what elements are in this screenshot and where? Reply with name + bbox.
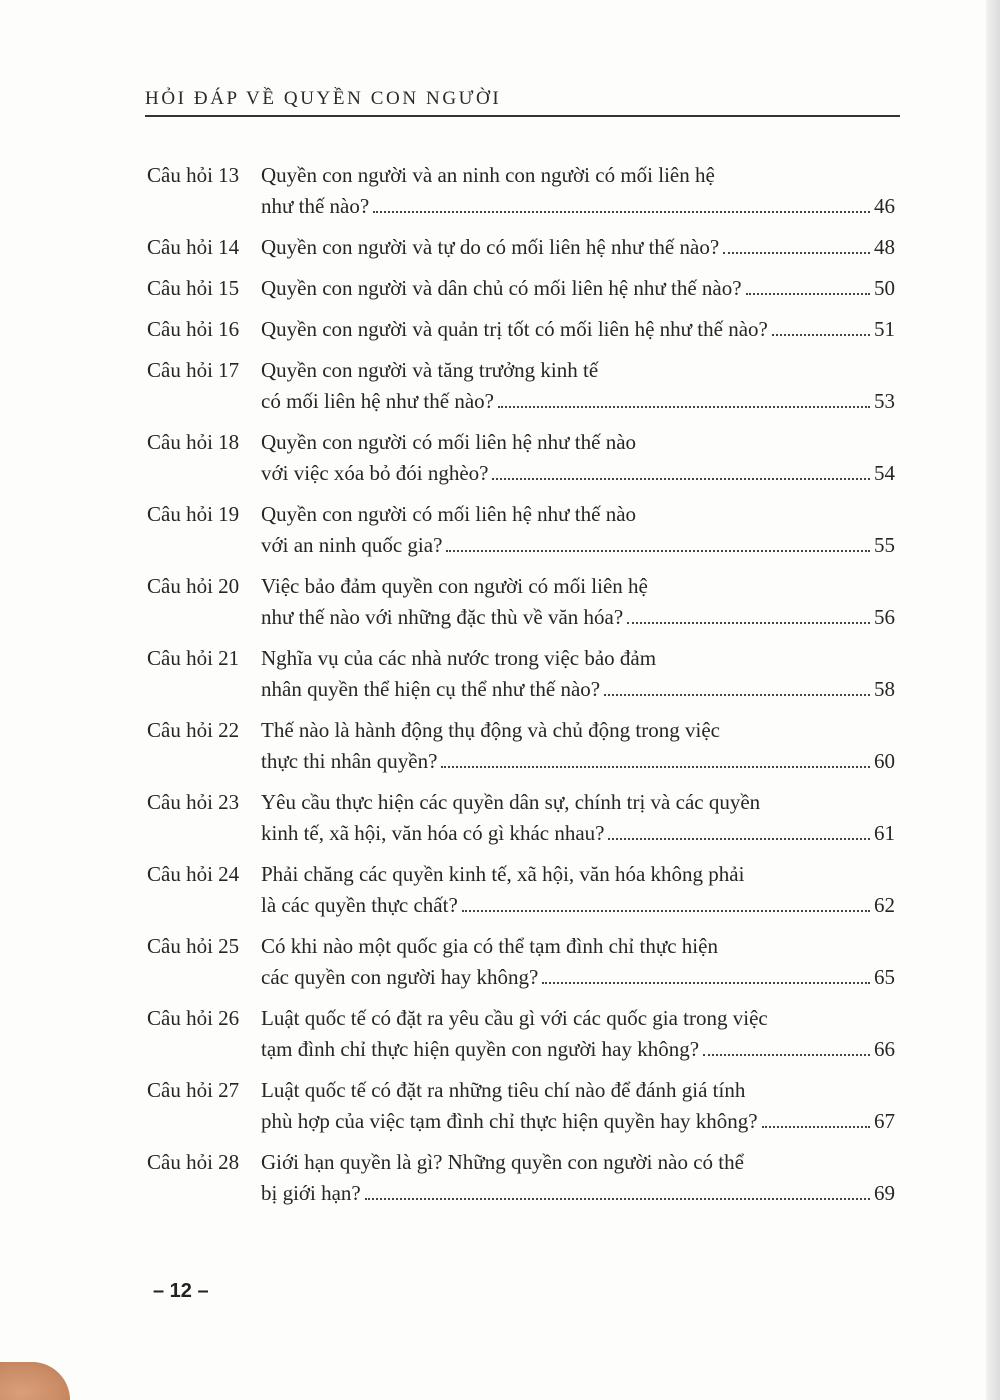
page-reference: 67 <box>874 1109 895 1133</box>
dot-leader <box>441 766 870 768</box>
question-title-line: Luật quốc tế có đặt ra yêu cầu gì với các quốc gia trong việc <box>261 1006 768 1030</box>
question-body <box>261 1075 895 1137</box>
question-body <box>261 427 895 489</box>
question-body <box>261 499 895 561</box>
dot-leader <box>762 1126 870 1128</box>
page-reference: 51 <box>874 317 895 341</box>
toc-entry <box>147 499 895 561</box>
question-number: Câu hỏi 28 <box>147 1150 240 1174</box>
toc-entry <box>147 160 895 222</box>
question-body <box>261 715 895 777</box>
question-body <box>261 160 895 222</box>
page-reference: 61 <box>874 821 895 845</box>
dot-leader <box>498 406 870 408</box>
question-title-last-line <box>261 602 895 633</box>
dot-leader <box>604 694 870 696</box>
question-title-last-line <box>261 746 895 777</box>
question-title-text: Quyền con người và quản trị tốt có mối liên hệ như thế nào? <box>261 317 768 341</box>
question-number: Câu hỏi 27 <box>147 1078 240 1102</box>
question-number: Câu hỏi 24 <box>147 862 240 886</box>
question-number: Câu hỏi 13 <box>147 163 240 187</box>
question-title-last-line <box>261 1034 895 1065</box>
toc-entry <box>147 314 895 345</box>
page-edge-shadow <box>986 0 1000 1400</box>
page-reference: 54 <box>874 461 895 485</box>
question-title-line: Phải chăng các quyền kinh tế, xã hội, văn hóa không phải <box>261 862 745 886</box>
toc-entry <box>147 643 895 705</box>
question-body <box>261 571 895 633</box>
question-title-last-line <box>261 1106 895 1137</box>
dot-leader <box>746 293 870 295</box>
question-number: Câu hỏi 21 <box>147 646 240 670</box>
toc-entry <box>147 1147 895 1209</box>
question-title-text: có mối liên hệ như thế nào? <box>261 389 494 413</box>
question-number: Câu hỏi 22 <box>147 718 240 742</box>
question-title-text: các quyền con người hay không? <box>261 965 539 989</box>
toc-entry <box>147 715 895 777</box>
dot-leader <box>492 478 870 480</box>
page-reference: 62 <box>874 893 895 917</box>
question-title-line: Việc bảo đảm quyền con người có mối liên hệ <box>261 574 648 598</box>
toc-entry <box>147 1003 895 1065</box>
question-title-line: Luật quốc tế có đặt ra những tiêu chí nào để đánh giá tính <box>261 1078 746 1102</box>
question-body <box>261 859 895 921</box>
question-title-last-line <box>261 674 895 705</box>
dot-leader <box>462 910 870 912</box>
question-body <box>261 643 895 705</box>
dot-leader <box>446 550 870 552</box>
question-title-last-line <box>261 232 895 263</box>
question-title-text: thực thi nhân quyền? <box>261 749 438 773</box>
toc-entry <box>147 1075 895 1137</box>
table-of-contents <box>147 160 895 1219</box>
question-title-last-line <box>261 273 895 304</box>
toc-entry <box>147 355 895 417</box>
question-title-line: Quyền con người có mối liên hệ như thế nào <box>261 430 637 454</box>
question-number: Câu hỏi 26 <box>147 1006 240 1030</box>
question-number: Câu hỏi 20 <box>147 574 240 598</box>
question-title-text: nhân quyền thể hiện cụ thể như thế nào? <box>261 677 601 701</box>
question-title-text: với việc xóa bỏ đói nghèo? <box>261 461 489 485</box>
toc-entry <box>147 571 895 633</box>
page-reference: 48 <box>874 235 895 259</box>
question-number: Câu hỏi 17 <box>147 358 240 382</box>
dot-leader <box>373 211 870 213</box>
question-title-last-line <box>261 458 895 489</box>
question-title-text: kinh tế, xã hội, văn hóa có gì khác nhau? <box>261 821 605 845</box>
page-reference: 46 <box>874 194 895 218</box>
question-body <box>261 314 895 345</box>
toc-entry <box>147 931 895 993</box>
question-body <box>261 931 895 993</box>
question-title-last-line <box>261 962 895 993</box>
toc-entry <box>147 859 895 921</box>
question-title-text: như thế nào? <box>261 194 370 218</box>
question-title-last-line <box>261 1178 895 1209</box>
page-reference: 53 <box>874 389 895 413</box>
question-number: Câu hỏi 15 <box>147 276 240 300</box>
question-title-last-line <box>261 818 895 849</box>
page-reference: 60 <box>874 749 895 773</box>
question-title-line: Yêu cầu thực hiện các quyền dân sự, chính trị và các quyền <box>261 790 761 814</box>
question-number: Câu hỏi 16 <box>147 317 240 341</box>
running-header: HỎI ĐÁP VỀ QUYỀN CON NGƯỜI <box>145 88 502 109</box>
dot-leader <box>627 622 870 624</box>
header-rule <box>145 115 900 117</box>
toc-entry <box>147 232 895 263</box>
page-reference: 50 <box>874 276 895 300</box>
dot-leader <box>608 838 870 840</box>
thumb-photo-artifact <box>0 1362 70 1400</box>
question-title-text: với an ninh quốc gia? <box>261 533 443 557</box>
question-title-line: Thế nào là hành động thụ động và chủ động trong việc <box>261 718 720 742</box>
question-number: Câu hỏi 14 <box>147 235 240 259</box>
dot-leader <box>542 982 870 984</box>
page-reference: 65 <box>874 965 895 989</box>
question-title-line: Nghĩa vụ của các nhà nước trong việc bảo đảm <box>261 646 657 670</box>
page-reference: 55 <box>874 533 895 557</box>
question-title-last-line <box>261 386 895 417</box>
question-body <box>261 232 895 263</box>
question-title-text: tạm đình chỉ thực hiện quyền con người hay không? <box>261 1037 700 1061</box>
question-number: Câu hỏi 18 <box>147 430 240 454</box>
toc-entry <box>147 273 895 304</box>
question-title-last-line <box>261 191 895 222</box>
question-body <box>261 1147 895 1209</box>
toc-entry <box>147 427 895 489</box>
question-body <box>261 273 895 304</box>
question-title-last-line <box>261 314 895 345</box>
question-body <box>261 1003 895 1065</box>
question-body <box>261 787 895 849</box>
dot-leader <box>703 1054 870 1056</box>
question-title-text: bị giới hạn? <box>261 1181 361 1205</box>
question-title-text: Quyền con người và dân chủ có mối liên hệ như thế nào? <box>261 276 742 300</box>
question-number: Câu hỏi 19 <box>147 502 240 526</box>
question-number: Câu hỏi 23 <box>147 790 240 814</box>
question-title-text: như thế nào với những đặc thù về văn hóa? <box>261 605 624 629</box>
dot-leader <box>365 1198 870 1200</box>
question-title-text: phù hợp của việc tạm đình chỉ thực hiện quyền hay không? <box>261 1109 758 1133</box>
page-reference: 69 <box>874 1181 895 1205</box>
page-number: – 12 – <box>153 1280 209 1302</box>
page-reference: 56 <box>874 605 895 629</box>
question-title-text: là các quyền thực chất? <box>261 893 458 917</box>
question-title-line: Quyền con người có mối liên hệ như thế nào <box>261 502 637 526</box>
question-title-last-line <box>261 890 895 921</box>
dot-leader <box>772 334 870 336</box>
dot-leader <box>723 252 870 254</box>
toc-entry <box>147 787 895 849</box>
question-title-line: Quyền con người và tăng trưởng kinh tế <box>261 358 599 382</box>
page-reference: 58 <box>874 677 895 701</box>
question-title-line: Có khi nào một quốc gia có thể tạm đình chỉ thực hiện <box>261 934 718 958</box>
question-title-text: Quyền con người và tự do có mối liên hệ như thế nào? <box>261 235 720 259</box>
question-title-line: Quyền con người và an ninh con người có mối liên hệ <box>261 163 715 187</box>
question-number: Câu hỏi 25 <box>147 934 240 958</box>
question-body <box>261 355 895 417</box>
question-title-line: Giới hạn quyền là gì? Những quyền con người nào có thể <box>261 1150 744 1174</box>
question-title-last-line <box>261 530 895 561</box>
page-reference: 66 <box>874 1037 895 1061</box>
